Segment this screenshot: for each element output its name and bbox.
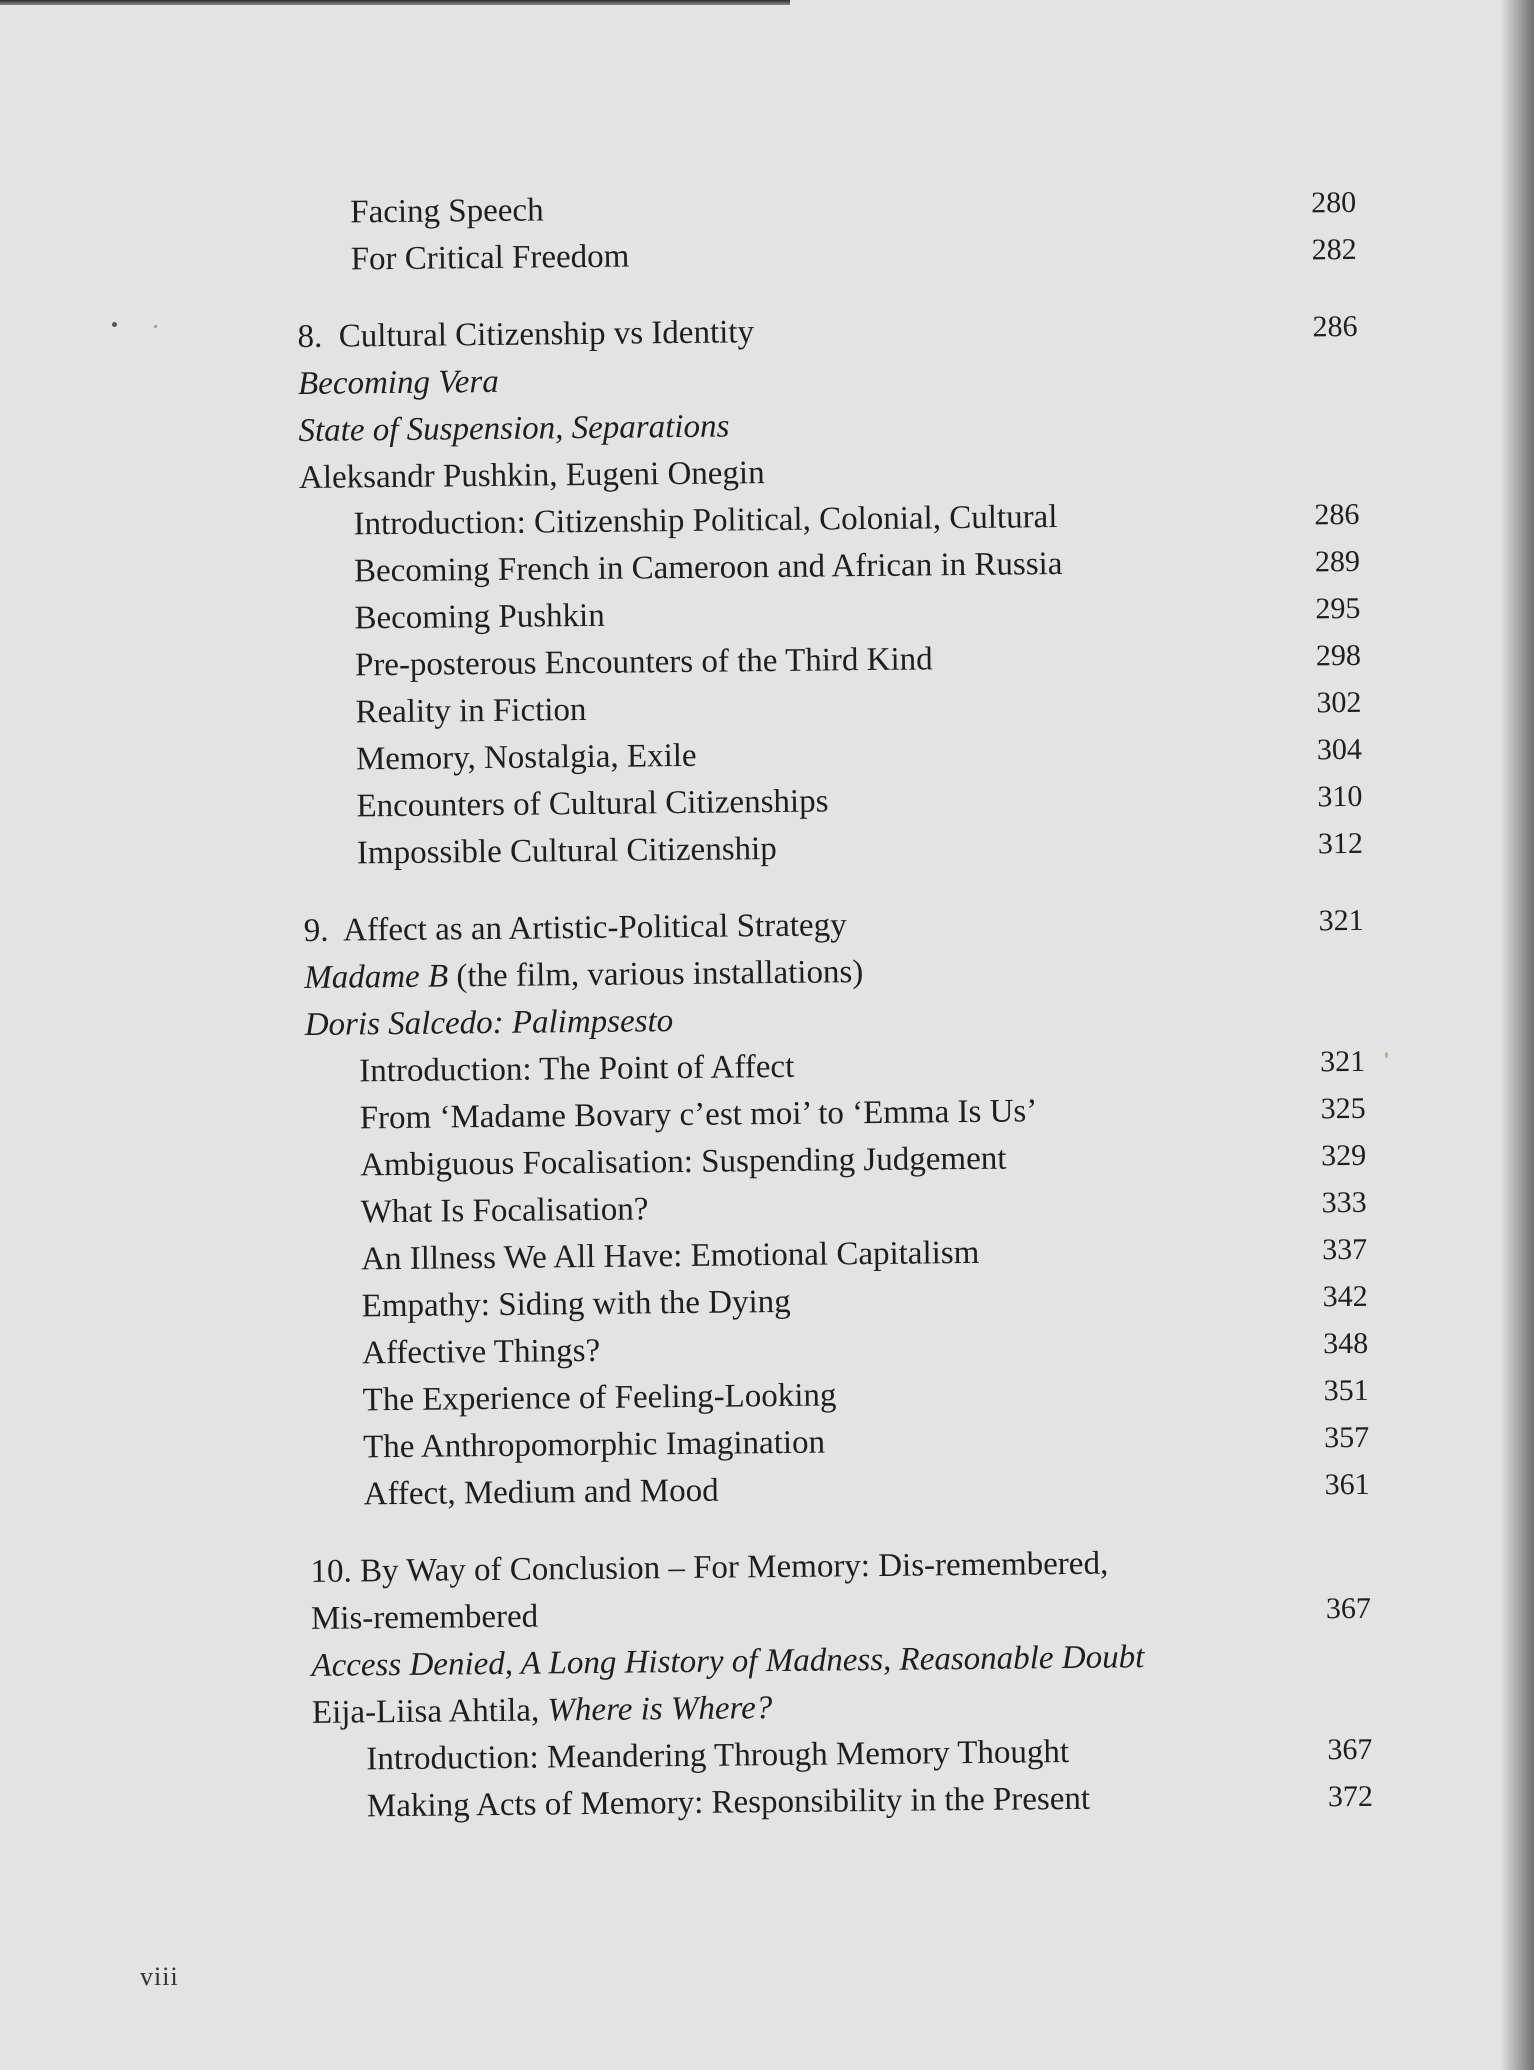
toc-entry-artist: Eija-Liisa Ahtila,	[311, 1692, 548, 1731]
toc-entry-text-line2: Mis-remembered	[310, 1598, 539, 1637]
toc-page-number: 280	[1311, 185, 1357, 220]
toc-entry-text: Aleksandr Pushkin, Eugeni Onegin	[298, 455, 765, 496]
speck	[154, 325, 157, 328]
toc-entry-text: Doris Salcedo: Palimpsesto	[304, 1003, 674, 1043]
toc-page-number: 351	[1323, 1373, 1369, 1408]
toc-entry-text: Encounters of Cultural Citizenships	[356, 783, 829, 825]
toc-page-number: 361	[1324, 1467, 1370, 1502]
toc-entry-text: The Anthropomorphic Imagination	[362, 1424, 826, 1466]
toc-entry-note: (the film, various installations)	[456, 954, 864, 995]
toc-page-number: 304	[1316, 732, 1363, 767]
toc-entry-text: Memory, Nostalgia, Exile	[355, 737, 697, 778]
toc-entry-text: Access Denied, A Long History of Madness, Reasonable Doubt	[311, 1639, 1145, 1684]
toc-page-number: 357	[1323, 1420, 1370, 1455]
speck	[112, 322, 117, 327]
toc-page-number: 286	[1312, 309, 1358, 344]
toc-entry-text: Reality in Fiction	[355, 691, 587, 731]
toc-entry-text: Becoming Vera	[297, 363, 499, 402]
toc-page-number: 289	[1314, 544, 1361, 579]
toc-page-number: 298	[1315, 638, 1362, 673]
toc-entry-text: Impossible Cultural Citizenship	[356, 831, 777, 872]
toc-entry-text: Becoming French in Cameroon and African in Russia	[353, 545, 1063, 590]
toc-entry-text: Ambiguous Focalisation: Suspending Judgement	[360, 1140, 1007, 1184]
toc-entry-text: Empathy: Siding with the Dying	[361, 1283, 791, 1325]
toc-entry-italic-title: Madame B	[304, 958, 449, 996]
toc-page-number: 367	[1325, 1591, 1372, 1626]
table-of-contents	[296, 179, 1373, 1831]
toc-chapter-heading[interactable]	[310, 1538, 1371, 1643]
toc-entry-italic-title: Where is Where?	[547, 1690, 773, 1729]
toc-entry-text	[310, 1541, 1109, 1643]
toc-entry-text: Affective Things?	[361, 1332, 601, 1372]
toc-entry-text: The Experience of Feeling-Looking	[362, 1377, 837, 1419]
toc-page-number: 367	[1327, 1732, 1373, 1767]
toc-page-number: 286	[1314, 497, 1360, 532]
toc-entry-text: Facing Speech	[350, 192, 544, 231]
toc-entry-text-line1: 10. By Way of Conclusion – For Memory: Dis-remembered,	[310, 1545, 1109, 1590]
toc-page-number: 337	[1321, 1232, 1368, 1267]
toc-entry-text: Becoming Pushkin	[354, 597, 605, 637]
toc-page-number: 282	[1311, 232, 1357, 267]
toc-page-number: 321	[1320, 1044, 1366, 1079]
toc-page-number: 295	[1315, 591, 1361, 626]
toc-entry-text: Introduction: Meandering Through Memory Thought	[366, 1733, 1070, 1778]
toc-entry-text: Pre-posterous Encounters of the Third Kind	[354, 641, 933, 684]
toc-page-number: 329	[1320, 1138, 1367, 1173]
toc-entry-text: State of Suspension, Separations	[298, 408, 730, 449]
toc-page-number: 372	[1327, 1779, 1374, 1814]
toc-page-number: 321	[1318, 903, 1364, 938]
toc-page-number: 312	[1317, 826, 1364, 861]
toc-page-number: 333	[1321, 1185, 1367, 1220]
toc-entry-text: For Critical Freedom	[350, 238, 630, 278]
toc-entry-text: Introduction: The Point of Affect	[359, 1048, 795, 1090]
book-spine-shadow	[1500, 0, 1534, 2070]
toc-section-entry[interactable]	[313, 1773, 1373, 1831]
toc-entry-text: An Illness We All Have: Emotional Capitalism	[361, 1234, 980, 1278]
toc-entry-text: Affect, Medium and Mood	[363, 1472, 719, 1513]
toc-entry-text	[312, 1685, 773, 1737]
toc-page-number: 325	[1320, 1091, 1366, 1126]
toc-entry-text: From ‘Madame Bovary c’est moi’ to ‘Emma Is Us’	[359, 1093, 1038, 1137]
page-number: viii	[140, 1962, 179, 1991]
toc-entry-text: 9. Affect as an Artistic-Political Strategy	[303, 907, 847, 949]
page-top-edge	[0, 0, 790, 5]
toc-entry-text: 8. Cultural Citizenship vs Identity	[297, 314, 755, 355]
toc-entry-text: What Is Focalisation?	[360, 1191, 649, 1231]
toc-entry-text: Making Acts of Memory: Responsibility in the Present	[366, 1780, 1091, 1825]
speck	[1385, 1052, 1388, 1058]
toc-page-number: 342	[1322, 1279, 1368, 1314]
toc-entry-text	[304, 949, 864, 1002]
toc-entry-text: Introduction: Citizenship Political, Colonial, Cultural	[353, 499, 1058, 543]
toc-page-number: 302	[1316, 685, 1362, 720]
toc-page-number: 348	[1322, 1326, 1369, 1361]
toc-page-number: 310	[1317, 779, 1363, 814]
